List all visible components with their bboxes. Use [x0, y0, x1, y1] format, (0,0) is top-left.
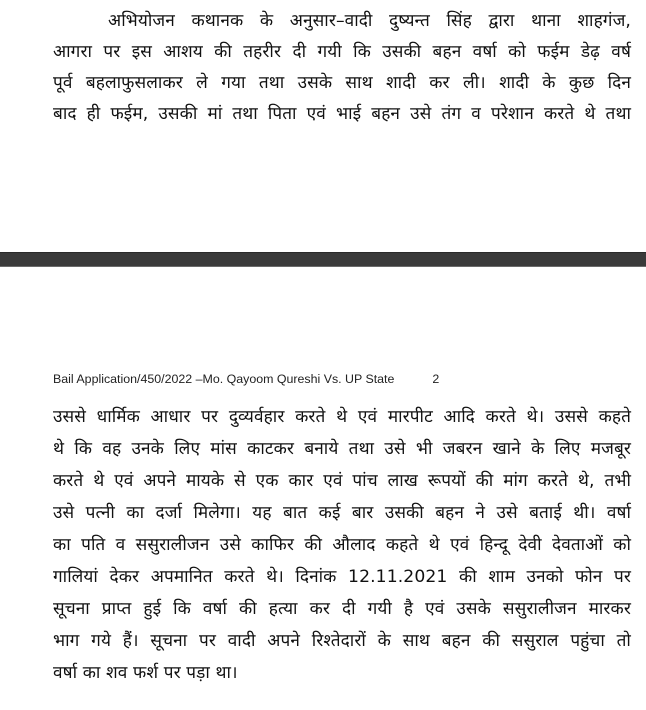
body-text-line: भाग गये हैं। सूचना पर वादी अपने रिश्तेदारों के साथ बहन की ससुराल पहुंचा तो: [53, 631, 631, 651]
body-text-line: पूर्व बहलाफुसलाकर ले गया तथा उसके साथ शादी कर ली। शादी के कुछ दिन: [53, 73, 631, 93]
body-text-line: उससे धार्मिक आधार पर दुव्यर्वहार करते थे एवं मारपीट आदि करते थे। उससे कहते: [53, 407, 631, 427]
body-text-line: गालियां देकर अपमानित करते थे। दिनांक 12.11.2021 की शाम उनको फोन पर: [53, 567, 631, 587]
body-text-line: आगरा पर इस आशय की तहरीर दी गयी कि उसकी बहन वर्षा को फईम डेढ़ वर्ष: [53, 42, 631, 62]
body-text-line: बाद ही फईम, उसकी मां तथा पिता एवं भाई बहन उसे तंग व परेशान करते थे तथा: [53, 104, 631, 124]
body-text-line: थे कि वह उनके लिए मांस काटकर बनाये तथा उसे भी जबरन खाने के लिए मजबूर: [53, 439, 631, 459]
body-text-line: अभियोजन कथानक के अनुसार–वादी दुष्यन्त सिंह द्वारा थाना शाहगंज,: [108, 11, 631, 31]
body-text-line: करते थे एवं अपने मायके से एक कार एवं पांच लाख रूपयों की मांग करते थे, तभी: [53, 471, 631, 491]
case-title: Bail Application/450/2022 –Mo. Qayoom Qureshi Vs. UP State: [53, 372, 395, 386]
page-header: [53, 371, 439, 387]
body-text-line: उसे पत्नी का दर्जा मिलेगा। यह बात कई बार उसकी बहन ने उसे बताई थी। वर्षा: [53, 503, 631, 523]
body-text-line: का पति व ससुरालीजन उसे काफिर की औलाद कहते थे एवं हिन्दू देवी देवताओं को: [53, 535, 631, 555]
body-text-line: वर्षा का शव फर्श पर पड़ा था।: [53, 663, 238, 683]
page-one-section: [0, 0, 646, 252]
page-number: 2: [432, 372, 440, 386]
page-break-divider: [0, 252, 646, 267]
body-text-line: सूचना प्राप्त हुई कि वर्षा की हत्या कर दी गयी है एवं उसके ससुरालीजन मारकर: [53, 599, 631, 619]
